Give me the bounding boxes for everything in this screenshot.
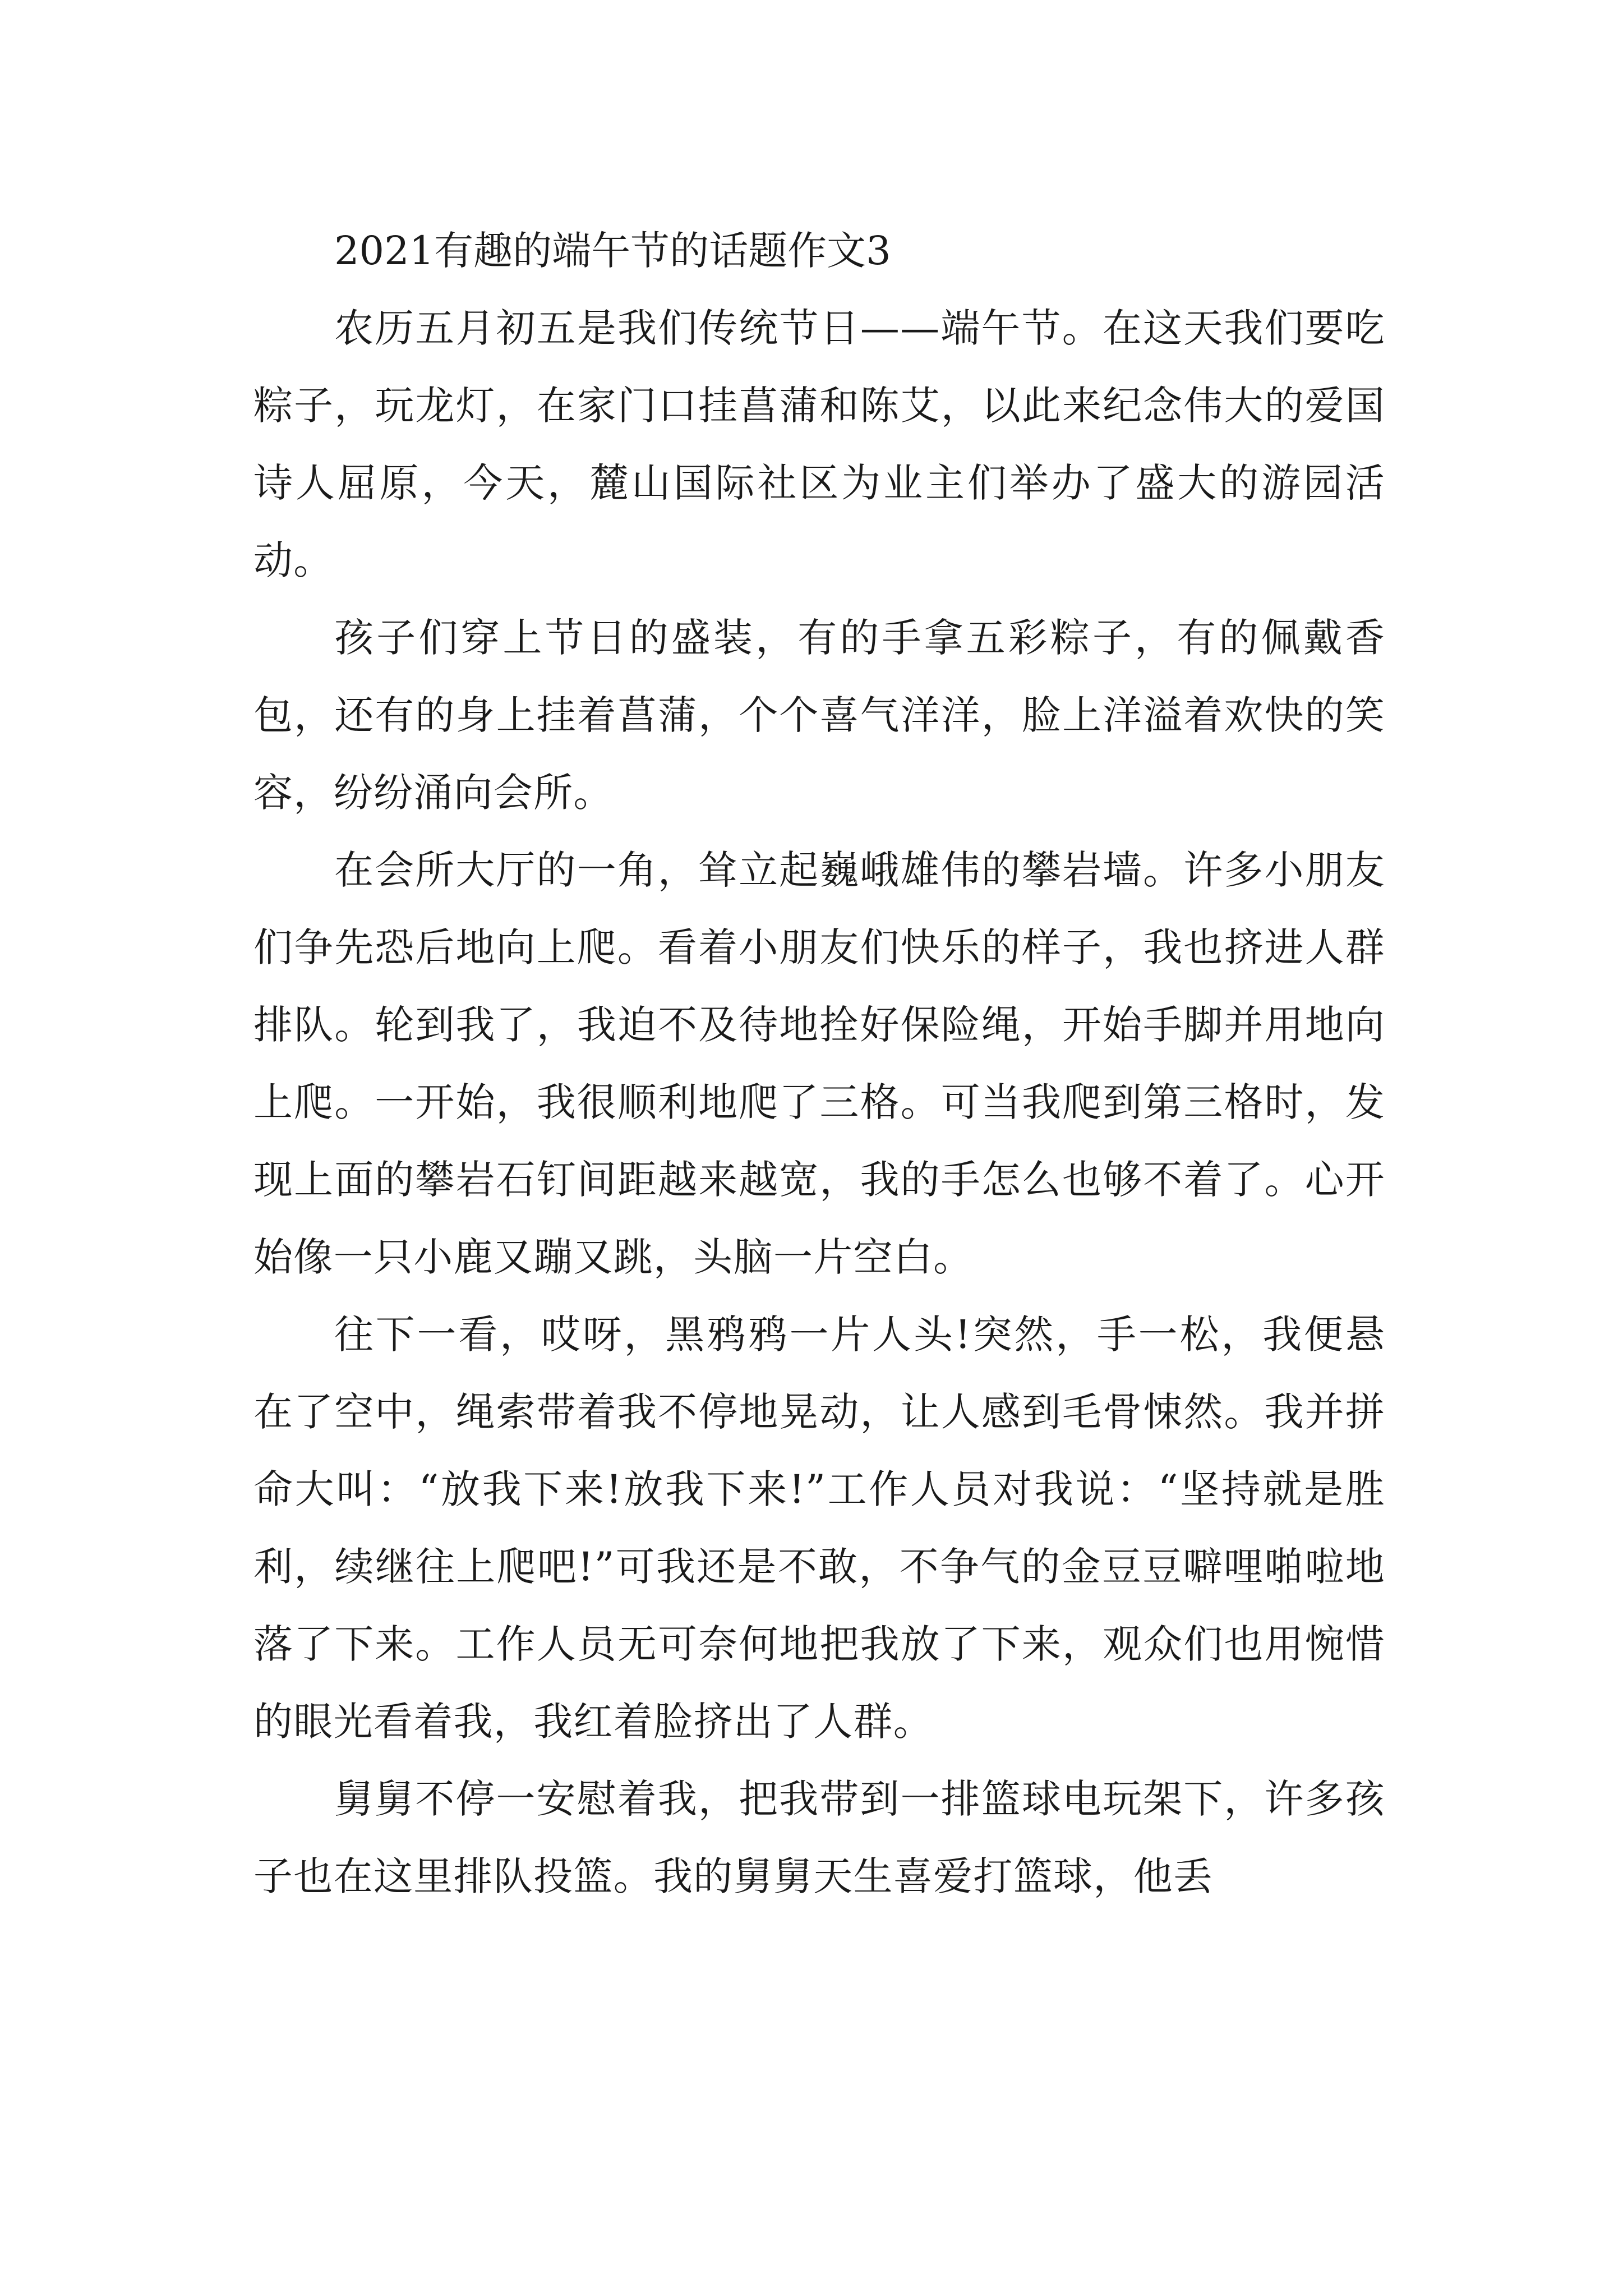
document-body: [253, 212, 1385, 1915]
document-title: 2021有趣的端午节的话题作文3: [334, 228, 891, 274]
paragraph-4: 往下一看，哎呀，黑鸦鸦一片人头!突然，手一松，我便悬在了空中，绳索带着我不停地晃动，让人感到毛骨悚然。我并拼命大叫：“放我下来!放我下来!”工作人员对我说：“坚持就是胜利，续继往上爬吧!”可我还是不敢，不争气的金豆豆噼哩啪啦地落了下来。工作人员无可奈何地把我放了下来，观众们也用惋惜的眼光看着我，我红着脸挤出了人群。: [253, 1312, 1385, 1745]
paragraph-3: 在会所大厅的一角，耸立起巍峨雄伟的攀岩墙。许多小朋友们争先恐后地向上爬。看着小朋友们快乐的样子，我也挤进人群排队。轮到我了，我迫不及待地拴好保险绳，开始手脚并用地向上爬。一开始，我很顺利地爬了三格。可当我爬到第三格时，发现上面的攀岩石钉间距越来越宽，我的手怎么也够不着了。心开始像一只小鹿又蹦又跳，头脑一片空白。: [253, 847, 1385, 1280]
paragraph-2: 孩子们穿上节日的盛装，有的手拿五彩粽子，有的佩戴香包，还有的身上挂着菖蒲，个个喜气洋洋，脸上洋溢着欢快的笑容，纷纷涌向会所。: [253, 615, 1385, 816]
paragraph-5: 舅舅不停一安慰着我，把我带到一排篮球电玩架下，许多孩子也在这里排队投篮。我的舅舅天生喜爱打篮球，他丢: [253, 1776, 1385, 1899]
paragraph-1: 农历五月初五是我们传统节日——端午节。在这天我们要吃粽子，玩龙灯，在家门口挂菖蒲和陈艾，以此来纪念伟大的爱国诗人屈原，今天，麓山国际社区为业主们举办了盛大的游园活动。: [253, 305, 1385, 583]
